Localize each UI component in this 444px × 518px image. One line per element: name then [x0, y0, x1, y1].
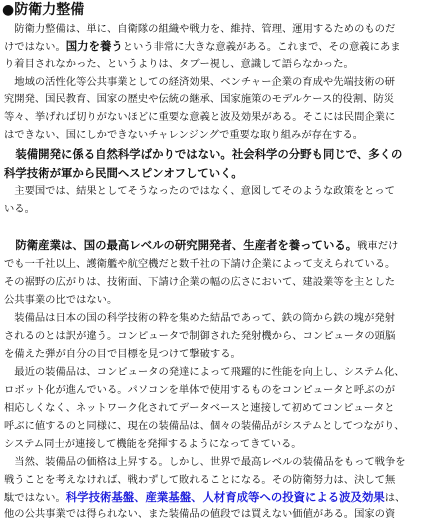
- emphasis-text: 国力を養う: [65, 39, 123, 53]
- paragraph-line: [4, 110, 440, 124]
- text-run: その裾野の広がりは、技術面、下請け企業の幅の広さにおいて、建設業等を主とした: [4, 276, 396, 288]
- paragraph-line: [4, 293, 440, 307]
- paragraph-line: [4, 238, 440, 252]
- text-run: 科学技術が軍から民間へスピンオフしていく。: [4, 166, 243, 180]
- text-run: 戦車だけ: [357, 240, 399, 252]
- text-run: 相応しくなく、ネットワーク化されてデータベースと連接して初めてコンピュータと: [4, 402, 395, 414]
- paragraph-line: [4, 383, 440, 397]
- paragraph-line: [4, 128, 440, 142]
- text-run: システム同士が連接して機能を発揮するようになってきている。: [4, 438, 302, 450]
- paragraph-line: [4, 257, 440, 271]
- text-run: 戦うことを考えなければ、戦わずして敗れることになる。その防衛努力は、決して無: [4, 474, 396, 486]
- text-run: 防衛力整備は、単に、自衛隊の組織や戦力を、維持、管理、運用するためのものだ: [4, 23, 396, 35]
- paragraph-line: [4, 275, 440, 289]
- paragraph-line: [4, 473, 440, 487]
- text-run: 他の公共事業では得られない、また装備品の値段では買えない価値がある。国家の資: [4, 508, 396, 518]
- text-run: 呼ぶに値するのと同様に、現在の装備品は、個々の装備品がシステムとしてつながり、: [4, 420, 405, 432]
- text-run: 究開発、国民教育、国家の歴史や伝統の継承、国家施策のモデルケース的役割、防災: [4, 93, 395, 105]
- paragraph-line: [4, 437, 440, 451]
- paragraph-line: [4, 347, 440, 361]
- text-run: 最近の装備品は、コンピュータの発達によって飛躍的に性能を向上し、システム化、: [4, 366, 405, 378]
- paragraph-line: [4, 419, 440, 433]
- emphasis-text: 防衛産業は、国の最高レベルの研究開発者、生産者を養っている。: [4, 238, 358, 252]
- emphasis-line: [4, 165, 440, 181]
- paragraph-line: [4, 184, 440, 198]
- text-run: 公共事業の比ではない。: [4, 294, 118, 306]
- paragraph-line: [4, 92, 440, 106]
- section-heading: ●防衛力整備: [2, 2, 85, 18]
- text-run: でも一千社以上、護衛艦や航空機だと数千社の下請け企業によって支えられている。: [4, 258, 396, 270]
- paragraph-line: [4, 311, 440, 325]
- paragraph-line: [4, 329, 440, 343]
- paragraph-line: [4, 75, 440, 89]
- text-run: ロボット化が進んでいる。パソコンを単体で使用するものをコンピュータと呼ぶのが: [4, 384, 396, 396]
- text-run: 当然、装備品の価格は上昇する。しかし、世界で最高レベルの装備品をもって戦争を: [4, 456, 406, 468]
- paragraph-line: [4, 455, 440, 469]
- text-run: 装備開発に係る自然科学ばかりではない。社会科学の分野も同じで、多くの: [4, 147, 403, 161]
- text-run: 駄ではない。: [4, 492, 66, 504]
- text-run: けではない。: [4, 41, 66, 53]
- text-run: を備えた弾が自分の目で目標を見つけて撃破する。: [4, 348, 241, 360]
- paragraph-line: [4, 365, 440, 379]
- text-run: されるのとは訳が違う。コンピュータで制御された発射機から、コンピュータの頭脳: [4, 330, 396, 342]
- text-run: り着目されなかった、というよりは、タブー視し、意識して語らなかった。: [4, 58, 354, 70]
- emphasis-line: [4, 146, 440, 162]
- text-run: という非常に大きな意義がある。これまで、その意義にあま: [122, 41, 401, 53]
- paragraph-line: [4, 490, 440, 504]
- text-run: はできない、国にしかできないチャレンジングで重要な取り組みが存在する。: [4, 129, 364, 141]
- text-run: いる。: [4, 203, 35, 215]
- text-run: 主要国では、結果としてそうなったのではなく、意図してそのような政策をとって: [4, 185, 395, 197]
- paragraph-line: [4, 57, 440, 71]
- paragraph-line: [4, 507, 440, 518]
- paragraph-line: [4, 22, 440, 36]
- text-run: 装備品は日本の国の科学技術の粋を集めた結晶であって、鉄の筒から鉄の塊が発射: [4, 312, 395, 324]
- paragraph-line: [4, 202, 440, 216]
- highlighted-text: 科学技術基盤、産業基盤、人材育成等への投資による波及効果: [65, 490, 385, 504]
- paragraph-line: [4, 401, 440, 415]
- paragraph-line: [4, 39, 440, 53]
- text-run: 等々、挙げれば切りがないほどに重要な意義と波及効果がある。そこには民間企業に: [4, 111, 396, 123]
- text-run: 地域の活性化等公共事業としての経済効果、ベンチャー企業の育成や先端技術の研: [4, 76, 395, 88]
- text-run: は、: [384, 492, 406, 504]
